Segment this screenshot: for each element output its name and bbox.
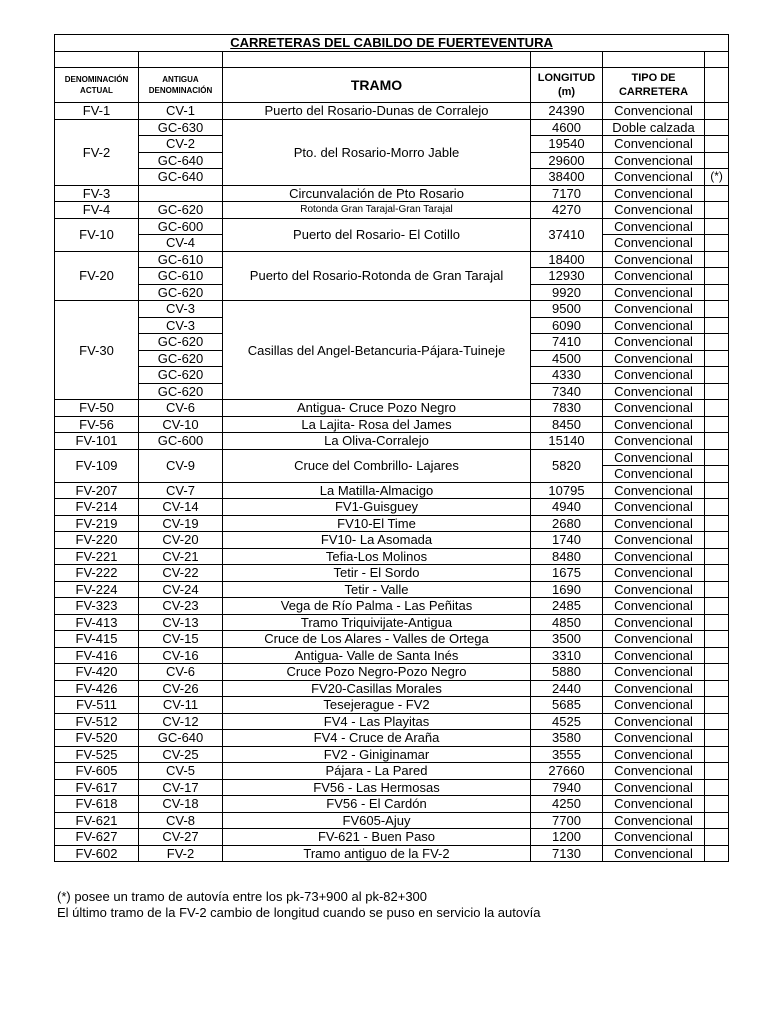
cell-antigua-denominacion: GC-620 [139,367,223,384]
cell-antigua-denominacion: CV-4 [139,235,223,252]
cell-antigua-denominacion: GC-640 [139,152,223,169]
table-row [55,185,729,202]
cell-longitud: 7170 [531,185,603,202]
table-row [55,119,729,136]
cell-denominacion-actual: FV-3 [55,185,139,202]
cell-longitud: 7830 [531,400,603,417]
cell-denominacion-actual: FV-627 [55,829,139,846]
table-row [55,664,729,681]
cell-nota [705,317,729,334]
cell-nota [705,697,729,714]
cell-tipo-carretera: Convencional [603,647,705,664]
cell-nota [705,812,729,829]
cell-tramo: Circunvalación de Pto Rosario [223,185,531,202]
cell-tramo: FV605-Ajuy [223,812,531,829]
cell-denominacion-actual: FV-207 [55,482,139,499]
cell-longitud: 1675 [531,565,603,582]
table-row [55,433,729,450]
cell-tramo: FV1-Guisguey [223,499,531,516]
cell-tramo: FV2 - Giniginamar [223,746,531,763]
cell-antigua-denominacion: GC-640 [139,730,223,747]
cell-tipo-carretera: Convencional [603,218,705,235]
table-row [55,746,729,763]
cell-tipo-carretera: Convencional [603,664,705,681]
cell-nota [705,614,729,631]
cell-longitud: 9500 [531,301,603,318]
cell-longitud: 1690 [531,581,603,598]
cell-nota [705,532,729,549]
cell-tipo-carretera: Convencional [603,449,705,466]
cell-nota [705,433,729,450]
cell-antigua-denominacion: CV-18 [139,796,223,813]
cell-tipo-carretera: Convencional [603,631,705,648]
cell-denominacion-actual: FV-420 [55,664,139,681]
cell-nota [705,301,729,318]
cell-longitud: 3500 [531,631,603,648]
cell-denominacion-actual: FV-224 [55,581,139,598]
table-row [55,482,729,499]
cell-denominacion-actual: FV-617 [55,779,139,796]
cell-nota [705,581,729,598]
cell-denominacion-actual: FV-220 [55,532,139,549]
header-antigua-denominacion: ANTIGUA DENOMINACIÓN [139,68,223,103]
cell-antigua-denominacion: GC-620 [139,202,223,219]
cell-nota [705,829,729,846]
cell-denominacion-actual: FV-109 [55,449,139,482]
cell-nota [705,499,729,516]
table-row [55,631,729,648]
cell-tramo: Puerto del Rosario- El Cotillo [223,218,531,251]
cell-tipo-carretera: Convencional [603,730,705,747]
cell-longitud: 15140 [531,433,603,450]
table-row [55,796,729,813]
cell-tramo: Tramo antiguo de la FV-2 [223,845,531,862]
cell-longitud: 10795 [531,482,603,499]
table-row [55,548,729,565]
cell-denominacion-actual: FV-221 [55,548,139,565]
cell-longitud: 5820 [531,449,603,482]
cell-nota [705,185,729,202]
cell-antigua-denominacion: CV-10 [139,416,223,433]
cell-tramo: FV56 - El Cardón [223,796,531,813]
cell-antigua-denominacion: GC-600 [139,218,223,235]
cell-tipo-carretera: Convencional [603,268,705,285]
cell-tipo-carretera: Doble calzada [603,119,705,136]
cell-longitud: 1740 [531,532,603,549]
table-row [55,829,729,846]
footnote: El último tramo de la FV-2 cambio de longitud cuando se puso en servicio la autovía [57,905,541,920]
cell-nota [705,466,729,483]
cell-denominacion-actual: FV-20 [55,251,139,301]
cell-nota [705,845,729,862]
header-nota [705,68,729,103]
cell-denominacion-actual: FV-426 [55,680,139,697]
cell-antigua-denominacion: GC-620 [139,334,223,351]
header-tipo: TIPO DE CARRETERA [603,68,705,103]
cell-longitud: 19540 [531,136,603,153]
cell-nota [705,119,729,136]
cell-tramo: Pájara - La Pared [223,763,531,780]
cell-antigua-denominacion: GC-630 [139,119,223,136]
footnote: (*) posee un tramo de autovía entre los pk-73+900 al pk-82+300 [57,889,428,904]
cell-nota [705,284,729,301]
cell-tramo: Casillas del Angel-Betancuria-Pájara-Tuineje [223,301,531,400]
cell-longitud: 3555 [531,746,603,763]
table-row [55,499,729,516]
cell-antigua-denominacion: CV-8 [139,812,223,829]
cell-denominacion-actual: FV-511 [55,697,139,714]
cell-tipo-carretera: Convencional [603,482,705,499]
cell-nota [705,350,729,367]
cell-antigua-denominacion: GC-620 [139,350,223,367]
table-row [55,680,729,697]
cell-longitud: 4850 [531,614,603,631]
cell-tramo: Antigua- Cruce Pozo Negro [223,400,531,417]
cell-denominacion-actual: FV-413 [55,614,139,631]
cell-tipo-carretera: Convencional [603,746,705,763]
cell-tipo-carretera: Convencional [603,581,705,598]
cell-antigua-denominacion: CV-26 [139,680,223,697]
table-row [55,779,729,796]
cell-tipo-carretera: Convencional [603,845,705,862]
cell-tipo-carretera: Convencional [603,235,705,252]
cell-tramo: Rotonda Gran Tarajal-Gran Tarajal [223,202,531,219]
table-row [55,697,729,714]
cell-longitud: 27660 [531,763,603,780]
cell-longitud: 12930 [531,268,603,285]
cell-antigua-denominacion: CV-14 [139,499,223,516]
table-row [55,251,729,268]
cell-denominacion-actual: FV-416 [55,647,139,664]
cell-tipo-carretera: Convencional [603,499,705,516]
cell-denominacion-actual: FV-525 [55,746,139,763]
header-row [55,68,729,103]
cell-denominacion-actual: FV-56 [55,416,139,433]
spacer-row [55,51,729,68]
cell-antigua-denominacion: CV-15 [139,631,223,648]
table-row [55,845,729,862]
cell-denominacion-actual: FV-621 [55,812,139,829]
cell-nota [705,482,729,499]
header-denominacion-actual: DENOMINACIÓN ACTUAL [55,68,139,103]
cell-tramo: La Lajita- Rosa del James [223,416,531,433]
cell-longitud: 7340 [531,383,603,400]
table-row [55,532,729,549]
cell-antigua-denominacion: CV-22 [139,565,223,582]
cell-antigua-denominacion: CV-6 [139,400,223,417]
cell-longitud: 4330 [531,367,603,384]
header-tramo: TRAMO [223,68,531,103]
cell-denominacion-actual: FV-50 [55,400,139,417]
cell-longitud: 7940 [531,779,603,796]
cell-tramo: La Oliva-Corralejo [223,433,531,450]
cell-denominacion-actual: FV-1 [55,103,139,120]
table-row [55,416,729,433]
cell-antigua-denominacion: GC-640 [139,169,223,186]
cell-tramo: FV4 - Cruce de Araña [223,730,531,747]
table-row [55,202,729,219]
cell-denominacion-actual: FV-101 [55,433,139,450]
cell-nota [705,152,729,169]
cell-longitud: 4600 [531,119,603,136]
cell-antigua-denominacion: GC-620 [139,284,223,301]
cell-tramo: La Matilla-Almacigo [223,482,531,499]
cell-tramo: Pto. del Rosario-Morro Jable [223,119,531,185]
cell-tipo-carretera: Convencional [603,614,705,631]
cell-longitud: 3310 [531,647,603,664]
cell-tipo-carretera: Convencional [603,515,705,532]
cell-longitud: 3580 [531,730,603,747]
cell-antigua-denominacion: CV-7 [139,482,223,499]
cell-antigua-denominacion: CV-11 [139,697,223,714]
cell-longitud: 2680 [531,515,603,532]
cell-denominacion-actual: FV-512 [55,713,139,730]
table-row [55,400,729,417]
cell-tramo: FV10-El Time [223,515,531,532]
cell-longitud: 8450 [531,416,603,433]
cell-nota [705,136,729,153]
table-row [55,647,729,664]
cell-denominacion-actual: FV-30 [55,301,139,400]
cell-nota [705,730,729,747]
cell-tipo-carretera: Convencional [603,284,705,301]
cell-nota [705,202,729,219]
table-title: CARRETERAS DEL CABILDO DE FUERTEVENTURA [55,35,729,52]
cell-tramo: FV56 - Las Hermosas [223,779,531,796]
cell-denominacion-actual: FV-415 [55,631,139,648]
table-row [55,103,729,120]
cell-nota [705,515,729,532]
cell-denominacion-actual: FV-10 [55,218,139,251]
cell-antigua-denominacion: CV-12 [139,713,223,730]
cell-tipo-carretera: Convencional [603,251,705,268]
cell-nota [705,565,729,582]
cell-nota [705,763,729,780]
cell-nota [705,548,729,565]
cell-antigua-denominacion: FV-2 [139,845,223,862]
cell-nota [705,647,729,664]
cell-tipo-carretera: Convencional [603,796,705,813]
cell-longitud: 38400 [531,169,603,186]
roads-table [54,34,729,862]
cell-tramo: FV10- La Asomada [223,532,531,549]
cell-antigua-denominacion: CV-1 [139,103,223,120]
cell-nota: (*) [705,169,729,186]
cell-tipo-carretera: Convencional [603,532,705,549]
cell-longitud: 2485 [531,598,603,615]
cell-tipo-carretera: Convencional [603,152,705,169]
cell-tipo-carretera: Convencional [603,713,705,730]
table-row [55,713,729,730]
cell-nota [705,400,729,417]
cell-tramo: FV4 - Las Playitas [223,713,531,730]
cell-longitud: 1200 [531,829,603,846]
cell-tramo: Cruce Pozo Negro-Pozo Negro [223,664,531,681]
cell-tramo: FV-621 - Buen Paso [223,829,531,846]
cell-antigua-denominacion: CV-25 [139,746,223,763]
cell-tipo-carretera: Convencional [603,697,705,714]
cell-tramo: Tesejerague - FV2 [223,697,531,714]
cell-denominacion-actual: FV-602 [55,845,139,862]
cell-denominacion-actual: FV-2 [55,119,139,185]
cell-longitud: 9920 [531,284,603,301]
cell-tramo: FV20-Casillas Morales [223,680,531,697]
table-row [55,515,729,532]
cell-nota [705,235,729,252]
cell-tipo-carretera: Convencional [603,301,705,318]
cell-tipo-carretera: Convencional [603,466,705,483]
cell-longitud: 7130 [531,845,603,862]
cell-tipo-carretera: Convencional [603,185,705,202]
cell-tipo-carretera: Convencional [603,829,705,846]
cell-tramo: Tramo Triquivijate-Antigua [223,614,531,631]
cell-antigua-denominacion: CV-6 [139,664,223,681]
cell-denominacion-actual: FV-323 [55,598,139,615]
cell-tipo-carretera: Convencional [603,548,705,565]
cell-antigua-denominacion: CV-3 [139,301,223,318]
table-row [55,763,729,780]
cell-antigua-denominacion: GC-610 [139,251,223,268]
cell-tipo-carretera: Convencional [603,763,705,780]
cell-longitud: 24390 [531,103,603,120]
cell-tipo-carretera: Convencional [603,169,705,186]
cell-longitud: 5880 [531,664,603,681]
cell-antigua-denominacion: CV-23 [139,598,223,615]
cell-antigua-denominacion: CV-19 [139,515,223,532]
cell-tramo: Tetir - El Sordo [223,565,531,582]
cell-nota [705,268,729,285]
cell-tipo-carretera: Convencional [603,680,705,697]
cell-longitud: 4270 [531,202,603,219]
table-row [55,614,729,631]
cell-antigua-denominacion: GC-610 [139,268,223,285]
cell-nota [705,796,729,813]
cell-nota [705,779,729,796]
cell-denominacion-actual: FV-618 [55,796,139,813]
cell-longitud: 29600 [531,152,603,169]
cell-antigua-denominacion: CV-16 [139,647,223,664]
cell-longitud: 6090 [531,317,603,334]
cell-denominacion-actual: FV-605 [55,763,139,780]
cell-tramo: Tefia-Los Molinos [223,548,531,565]
cell-tipo-carretera: Convencional [603,103,705,120]
cell-antigua-denominacion: CV-24 [139,581,223,598]
cell-longitud: 7700 [531,812,603,829]
table-row [55,565,729,582]
cell-nota [705,103,729,120]
cell-nota [705,664,729,681]
cell-longitud: 4500 [531,350,603,367]
cell-tipo-carretera: Convencional [603,416,705,433]
cell-antigua-denominacion: CV-20 [139,532,223,549]
cell-nota [705,631,729,648]
cell-denominacion-actual: FV-520 [55,730,139,747]
cell-tipo-carretera: Convencional [603,779,705,796]
footnotes [57,889,540,921]
cell-tipo-carretera: Convencional [603,350,705,367]
cell-tramo: Tetir - Valle [223,581,531,598]
cell-tipo-carretera: Convencional [603,317,705,334]
table-row [55,730,729,747]
cell-longitud: 8480 [531,548,603,565]
cell-antigua-denominacion: CV-3 [139,317,223,334]
cell-antigua-denominacion: GC-620 [139,383,223,400]
cell-tipo-carretera: Convencional [603,400,705,417]
cell-denominacion-actual: FV-219 [55,515,139,532]
cell-antigua-denominacion: CV-5 [139,763,223,780]
cell-longitud: 4250 [531,796,603,813]
cell-nota [705,746,729,763]
table-row [55,301,729,318]
cell-tramo: Vega de Río Palma - Las Peñitas [223,598,531,615]
table-row [55,449,729,466]
table-row [55,598,729,615]
cell-tipo-carretera: Convencional [603,334,705,351]
cell-nota [705,416,729,433]
cell-longitud: 7410 [531,334,603,351]
cell-tipo-carretera: Convencional [603,202,705,219]
cell-longitud: 18400 [531,251,603,268]
cell-denominacion-actual: FV-214 [55,499,139,516]
cell-tipo-carretera: Convencional [603,565,705,582]
cell-antigua-denominacion [139,185,223,202]
cell-tramo: Antigua- Valle de Santa Inés [223,647,531,664]
cell-longitud: 5685 [531,697,603,714]
cell-tipo-carretera: Convencional [603,812,705,829]
table-row [55,218,729,235]
cell-nota [705,680,729,697]
cell-antigua-denominacion: GC-600 [139,433,223,450]
cell-antigua-denominacion: CV-9 [139,449,223,482]
table-row [55,581,729,598]
cell-antigua-denominacion: CV-21 [139,548,223,565]
cell-antigua-denominacion: CV-13 [139,614,223,631]
cell-nota [705,383,729,400]
cell-denominacion-actual: FV-222 [55,565,139,582]
cell-tramo: Puerto del Rosario-Dunas de Corralejo [223,103,531,120]
cell-denominacion-actual: FV-4 [55,202,139,219]
header-longitud: LONGITUD (m) [531,68,603,103]
cell-tipo-carretera: Convencional [603,433,705,450]
cell-nota [705,449,729,466]
cell-tipo-carretera: Convencional [603,383,705,400]
cell-nota [705,367,729,384]
cell-longitud: 4525 [531,713,603,730]
title-row [55,35,729,52]
cell-tramo: Cruce del Combrillo- Lajares [223,449,531,482]
cell-longitud: 37410 [531,218,603,251]
cell-tipo-carretera: Convencional [603,598,705,615]
cell-tipo-carretera: Convencional [603,136,705,153]
cell-longitud: 4940 [531,499,603,516]
cell-longitud: 2440 [531,680,603,697]
cell-antigua-denominacion: CV-17 [139,779,223,796]
cell-nota [705,598,729,615]
cell-antigua-denominacion: CV-2 [139,136,223,153]
cell-nota [705,218,729,235]
cell-nota [705,251,729,268]
cell-tramo: Cruce de Los Alares - Valles de Ortega [223,631,531,648]
cell-nota [705,334,729,351]
cell-antigua-denominacion: CV-27 [139,829,223,846]
cell-tramo: Puerto del Rosario-Rotonda de Gran Tarajal [223,251,531,301]
cell-nota [705,713,729,730]
cell-tipo-carretera: Convencional [603,367,705,384]
table-row [55,812,729,829]
